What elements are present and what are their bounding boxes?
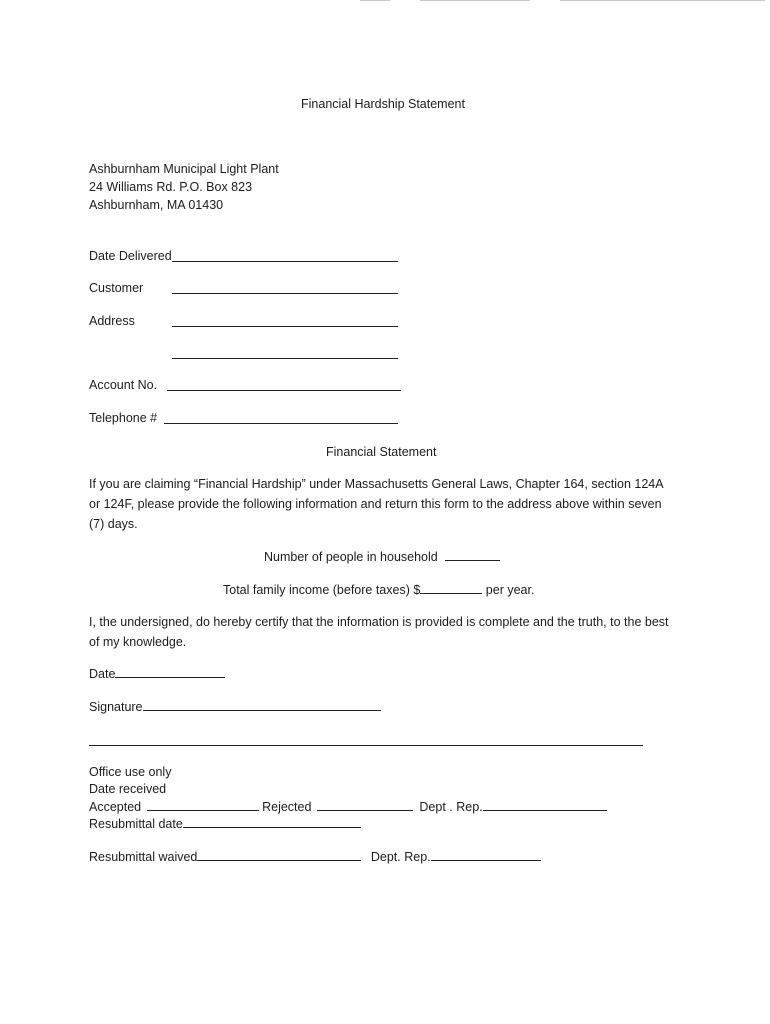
account-no-label: Account No. [89, 378, 158, 392]
rejected-label: Rejected [262, 800, 312, 814]
resubmittal-date-line[interactable] [183, 815, 361, 828]
signature-label: Signature [89, 700, 143, 714]
customer-label: Customer [89, 281, 144, 295]
date-delivered-line[interactable] [172, 261, 398, 262]
accepted-label: Accepted [89, 800, 142, 814]
income-line[interactable] [420, 581, 482, 594]
dept-rep-label-1: Dept . Rep. [419, 800, 483, 814]
address-line-field-1[interactable] [172, 326, 398, 327]
section-divider [89, 745, 643, 746]
signature-row [89, 698, 381, 715]
dept-rep-line-2[interactable] [431, 848, 541, 861]
date-delivered-label: Date Delivered [89, 249, 172, 263]
resubmittal-waived-line[interactable] [197, 848, 361, 861]
household-line[interactable] [445, 548, 500, 561]
income-row [223, 581, 534, 598]
telephone-line[interactable] [164, 423, 398, 424]
address-line-field-2[interactable] [172, 358, 398, 359]
section-title: Financial Statement [326, 445, 437, 459]
instructions-paragraph: If you are claiming “Financial Hardship” under Massachusetts General Laws, Chapter 164, section 124A or 124F, please provide the following information and return this form to the address above within seven (7) days. [89, 477, 663, 531]
signature-line[interactable] [143, 698, 381, 711]
dept-rep-line-1[interactable] [483, 798, 607, 811]
date-received-label: Date received [89, 782, 167, 796]
income-label: Total family income (before taxes) $ [223, 583, 421, 597]
household-label: Number of people in household [264, 550, 438, 564]
accepted-line[interactable] [147, 798, 259, 811]
address-line-1: Ashburnham Municipal Light Plant [89, 162, 279, 176]
address-label: Address [89, 314, 135, 328]
account-no-line[interactable] [167, 390, 401, 391]
telephone-label: Telephone # [89, 411, 158, 425]
date-row [89, 665, 225, 682]
office-heading: Office use only [89, 765, 172, 779]
certification-paragraph: I, the undersigned, do hereby certify that the information is provided is complete and the truth, to the best of my knowledge. [89, 615, 669, 649]
scan-artifact [420, 0, 530, 1]
accepted-row [89, 798, 607, 815]
address-line-3: Ashburnham, MA 01430 [89, 198, 224, 212]
income-suffix: per year. [485, 583, 535, 597]
rejected-line[interactable] [317, 798, 413, 811]
resubmittal-waived-label: Resubmittal waived [89, 850, 198, 864]
document-title: Financial Hardship Statement [301, 97, 465, 111]
resubmittal-date-label: Resubmittal date [89, 817, 183, 831]
scan-artifact [560, 0, 765, 1]
customer-line[interactable] [172, 293, 398, 294]
date-label: Date [89, 667, 116, 681]
resubmittal-date-row [89, 815, 361, 832]
household-row [264, 548, 500, 565]
date-line[interactable] [115, 665, 225, 678]
address-line-2: 24 Williams Rd. P.O. Box 823 [89, 180, 253, 194]
resubmittal-waived-row [89, 848, 541, 865]
dept-rep-label-2: Dept. Rep. [370, 850, 431, 864]
scan-artifact [360, 0, 390, 1]
